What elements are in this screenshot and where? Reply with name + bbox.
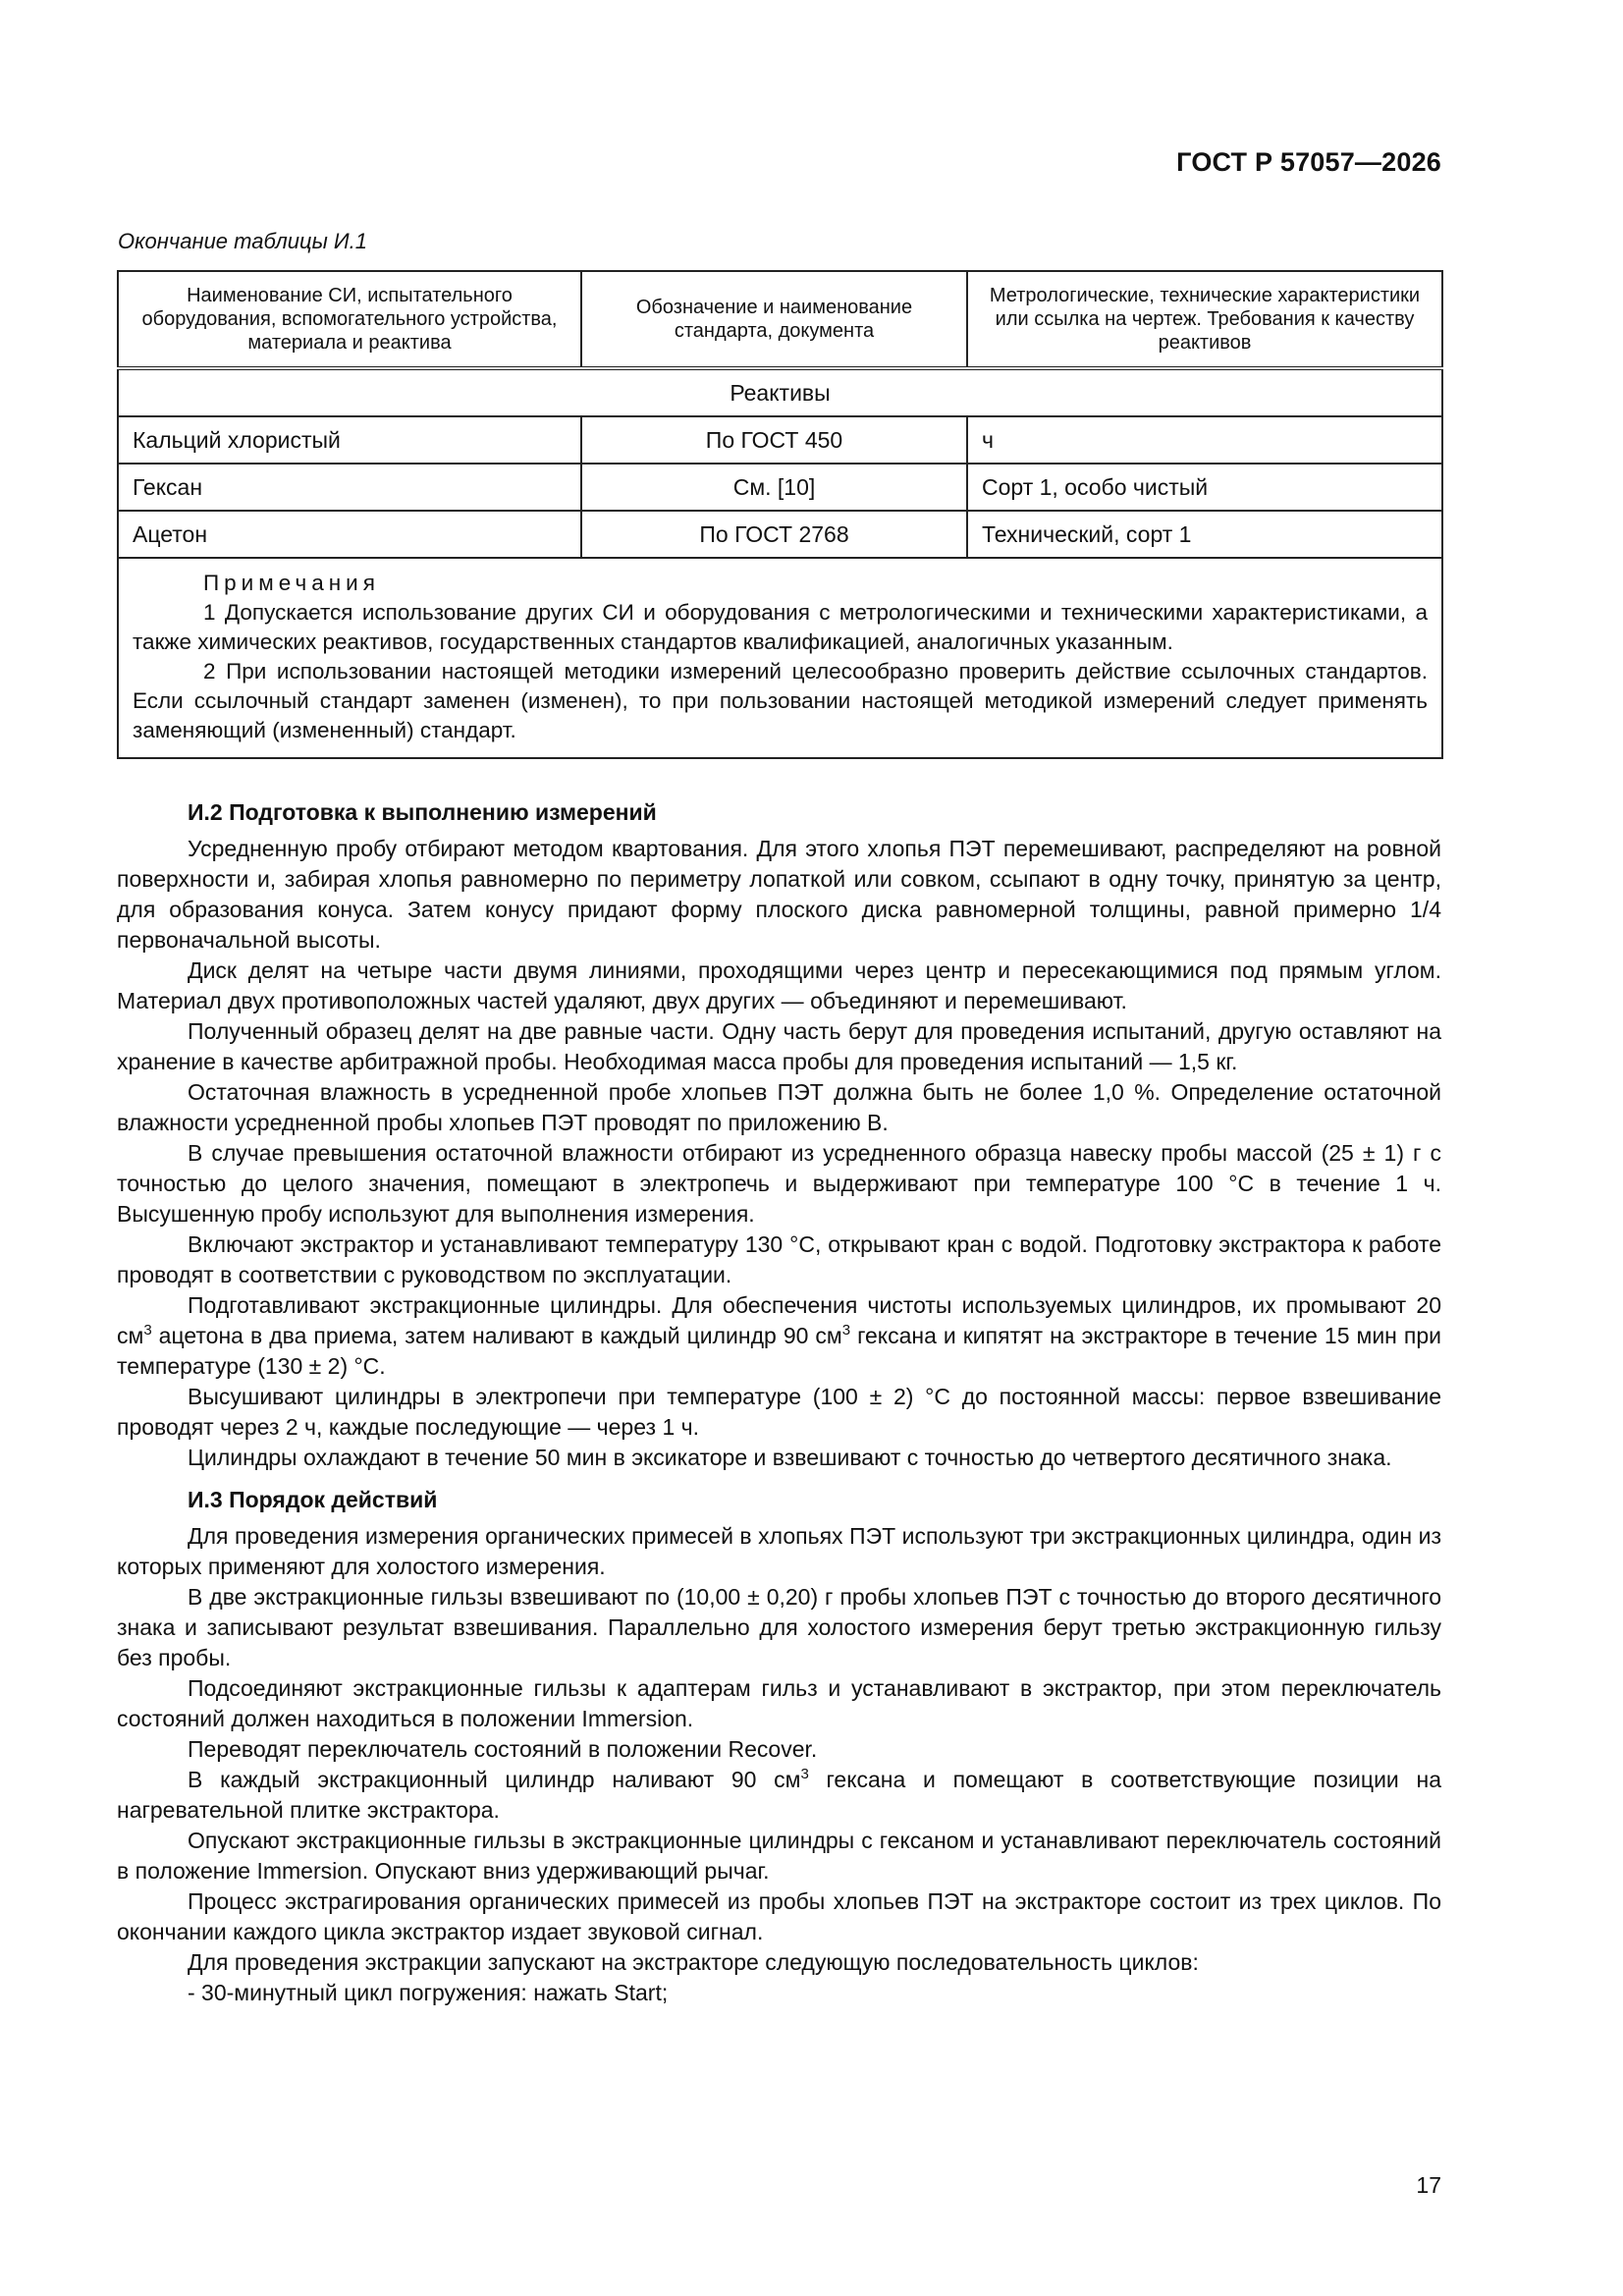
list-item: - 30-минутный цикл погружения: нажать Start; xyxy=(188,1980,669,2005)
page-number: 17 xyxy=(1416,2172,1441,2198)
text-run: Подготавливают экстракционные цилиндры. Для обеспечения чистоты используемых цилиндров, их промывают 20 см xyxy=(117,1292,1441,1348)
text-run: В каждый экстракционный цилиндр наливают 90 см xyxy=(188,1767,801,1792)
cell-standard: По ГОСТ 2768 xyxy=(581,511,967,558)
table-header-row xyxy=(118,271,1442,368)
paragraph: В случае превышения остаточной влажности отбирают из усредненного образца навеску пробы массой (25 ± 1) г с точностью до целого значения, помещают в электропечь и выдерживают при температуре 100 °С в течение 1 ч. Высушенную пробу используют для выполнения измерения. xyxy=(117,1140,1441,1227)
cell-name: Кальций хлористый xyxy=(118,416,581,464)
paragraph xyxy=(117,1290,1441,1382)
document-number: ГОСТ Р 57057—2026 xyxy=(1176,147,1441,177)
notes-title: Примечания xyxy=(203,571,380,595)
section-heading-i2: И.2 Подготовка к выполнению измерений xyxy=(188,799,657,825)
paragraph: Для проведения экстракции запускают на экстракторе следующую последовательность циклов: xyxy=(188,1949,1199,1975)
column-header-characteristics: Метрологические, технические характеристики или ссылка на чертеж. Требования к качеству реактивов xyxy=(967,271,1442,368)
paragraph: В две экстракционные гильзы взвешивают по (10,00 ± 0,20) г пробы хлопьев ПЭТ с точностью до второго десятичного знака и записывают результат взвешивания. Параллельно для холостого измерения берут третью экстракционную гильзу без пробы. xyxy=(117,1584,1441,1670)
main-text xyxy=(117,786,1441,2008)
table-row xyxy=(118,416,1442,464)
table-notes-row xyxy=(118,558,1442,758)
note-item: 2 При использовании настоящей методики измерений целесообразно проверить действие ссылочных стандартов. Если ссылочный стандарт заменен (изменен), то при пользовании настоящей методикой измерений следует применять заменяющий (измененный) стандарт. xyxy=(133,659,1428,742)
paragraph: Переводят переключатель состояний в положении Recover. xyxy=(188,1736,818,1762)
paragraph: Усредненную пробу отбирают методом квартования. Для этого хлопья ПЭТ перемешивают, распределяют на ровной поверхности и, забирая хлопья равномерно по периметру лопаткой или совком, ссыпают в одну точку, принятую за центр, для образования конуса. Затем конусу придают форму плоского диска равномерной толщины, равной примерно 1/4 первоначальной высоты. xyxy=(117,836,1441,953)
table-row xyxy=(118,511,1442,558)
cell-standard: См. [10] xyxy=(581,464,967,511)
paragraph: Опускают экстракционные гильзы в экстракционные цилиндры с гексаном и устанавливают переключатель состояний в положение Immersion. Опускают вниз удерживающий рычаг. xyxy=(117,1828,1441,1884)
paragraph: Диск делят на четыре части двумя линиями, проходящими через центр и пересекающимися под прямым углом. Материал двух противоположных частей удаляют, двух других — объединяют и перемешивают. xyxy=(117,957,1441,1013)
paragraph: Подсоединяют экстракционные гильзы к адаптерам гильз и устанавливают в экстрактор, при этом переключатель состояний должен находиться в положении Immersion. xyxy=(117,1675,1441,1731)
superscript: 3 xyxy=(800,1766,809,1782)
column-header-name: Наименование СИ, испытательного оборудования, вспомогательного устройства, материала и реактива xyxy=(118,271,581,368)
superscript: 3 xyxy=(143,1322,152,1339)
table-notes xyxy=(118,558,1442,758)
paragraph: Цилиндры охлаждают в течение 50 мин в эксикаторе и взвешивают с точностью до четвертого десятичного знака. xyxy=(188,1445,1392,1470)
paragraph xyxy=(117,1765,1441,1826)
cell-name: Гексан xyxy=(118,464,581,511)
text-run: гексана и помещают в соответствующие позиции на нагревательной плитке экстрактора. xyxy=(117,1767,1441,1823)
table-row xyxy=(118,464,1442,511)
paragraph: Включают экстрактор и устанавливают температуру 130 °С, открывают кран с водой. Подготовку экстрактора к работе проводят в соответствии с руководством по эксплуатации. xyxy=(117,1231,1441,1287)
superscript: 3 xyxy=(841,1322,851,1339)
cell-characteristics: ч xyxy=(967,416,1442,464)
equipment-table xyxy=(117,270,1443,759)
table-section-row xyxy=(118,368,1442,416)
cell-name: Ацетон xyxy=(118,511,581,558)
section-label-reagents: Реактивы xyxy=(118,368,1442,416)
cell-characteristics: Технический, сорт 1 xyxy=(967,511,1442,558)
paragraph: Высушивают цилиндры в электропечи при температуре (100 ± 2) °С до постоянной массы: первое взвешивание проводят через 2 ч, каждые последующие — через 1 ч. xyxy=(117,1384,1441,1440)
paragraph: Процесс экстрагирования органических примесей из пробы хлопьев ПЭТ на экстракторе состоит из трех циклов. По окончании каждого цикла экстрактор издает звуковой сигнал. xyxy=(117,1888,1441,1944)
text-run: ацетона в два приема, затем наливают в каждый цилиндр 90 см xyxy=(151,1323,842,1348)
cell-standard: По ГОСТ 450 xyxy=(581,416,967,464)
text-run: гексана и кипятят на экстракторе в течение 15 мин при температуре (130 ± 2) °С. xyxy=(117,1323,1441,1379)
cell-characteristics: Сорт 1, особо чистый xyxy=(967,464,1442,511)
column-header-standard: Обозначение и наименование стандарта, документа xyxy=(581,271,967,368)
table-caption: Окончание таблицы И.1 xyxy=(118,229,367,253)
section-heading-i3: И.3 Порядок действий xyxy=(188,1487,438,1512)
paragraph: Полученный образец делят на две равные части. Одну часть берут для проведения испытаний, другую оставляют на хранение в качестве арбитражной пробы. Необходимая масса пробы для проведения испытаний — 1,5 кг. xyxy=(117,1018,1441,1074)
paragraph: Для проведения измерения органических примесей в хлопьях ПЭТ используют три экстракционных цилиндра, один из которых применяют для холостого измерения. xyxy=(117,1523,1441,1579)
note-item: 1 Допускается использование других СИ и оборудования с метрологическими и техническими характеристиками, а также химических реактивов, государственных стандартов квалификацией, аналогичных указанным. xyxy=(133,600,1428,654)
paragraph: Остаточная влажность в усредненной пробе хлопьев ПЭТ должна быть не более 1,0 %. Определение остаточной влажности усредненной пробы хлопьев ПЭТ проводят по приложению В. xyxy=(117,1079,1441,1135)
